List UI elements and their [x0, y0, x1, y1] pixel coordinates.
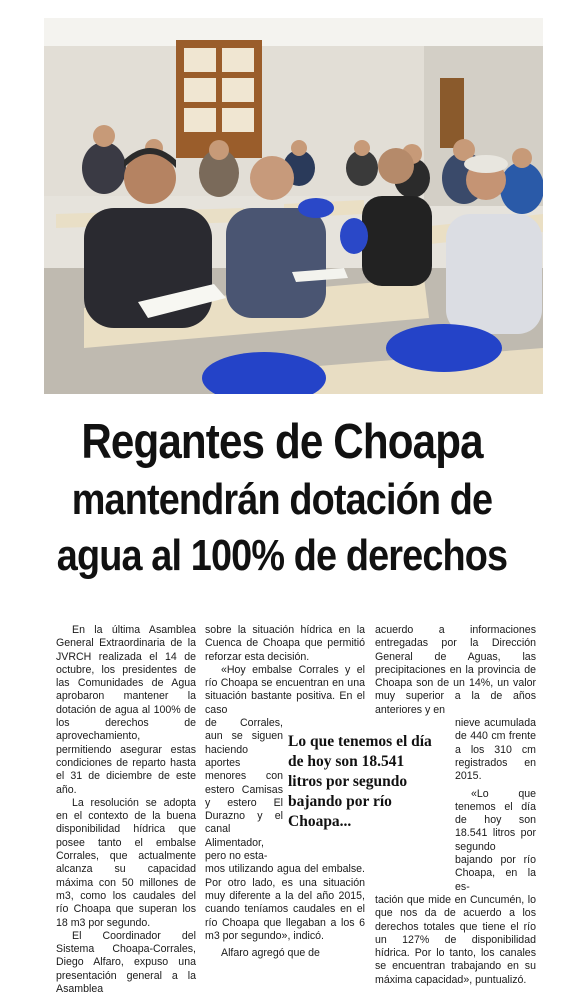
headline-line-3: agua al 100% de derechos — [56, 531, 508, 580]
meeting-photo-illustration — [44, 18, 543, 394]
paragraph: «Lo que tenemos el día de hoy son 18.541 litros por segundo bajando por río Choapa, en la es- — [455, 787, 536, 893]
paragraph: En la última Asamblea General Extraordinaria de la JVRCH realizada el 14 de octubre, los presidentes de las Comunidades de Agua aprobaron mantener la dotación de agua al 100% de los derechos de aprovechamiento, permitiendo asegurar estas condiciones de reparto hasta el 31 de diciembre de este año. — [56, 624, 196, 796]
paragraph: «Hoy embalse Corrales y el río Choapa se encuentran en una situación bastante positiva. En el caso — [205, 663, 365, 716]
article-column-1 — [56, 624, 196, 996]
headline-line-2: mantendrán dotación de — [71, 475, 493, 524]
paragraph: mos utilizando agua del embalse. Por otro lado, es una situación muy diferente a la del año 2015, cuando teníamos caudales en el río Choapa que llegaban a los 6 m3 por segundo», indicó. — [205, 863, 365, 942]
paragraph: de Corrales, aun se siguen haciendo aportes menores con estero Camisas y estero El Durazno y el canal Alimentador, pero no esta- — [205, 717, 283, 863]
headline — [0, 412, 564, 584]
headline-line-1: Regantes de Choapa — [81, 415, 483, 469]
pull-quote: Lo que tenemos el día de hoy son 18.541 litros por segundo bajando por río Choapa... — [286, 728, 436, 836]
meeting-photo — [44, 18, 543, 394]
paragraph: nieve acumulada de 440 cm frente a los 310 cm registrados en 2015. — [455, 717, 536, 783]
paragraph: acuerdo a informaciones entregadas por la Dirección General de Aguas, las precipitaciones en la provincia de Choapa son de un 14%, un valor muy superior a la de años anteriores y en — [375, 624, 536, 716]
paragraph: La resolución se adopta en el contexto de la buena disponibilidad hídrica que posee tanto el embalse Corrales, que actualmente alcanza su capacidad máxima con 50 millones de m3, como los caudales del río Choapa que superan los 18 m3 por segundo. — [56, 796, 196, 929]
paragraph: sobre la situación hídrica en la Cuenca de Choapa que permitió reforzar esta decisión. — [205, 624, 365, 663]
paragraph: El Coordinador del Sistema Choapa-Corrales, Diego Alfaro, expuso una presentación general a la Asamblea — [56, 929, 196, 996]
paragraph: tación que mide en Cuncumén, lo que nos da de acuerdo a los derechos totales que tiene el río un 127% de disponibilidad hídrica. Por lo tanto, los canales se encuentran trabajando en su máxima capacidad», puntualizó. — [375, 893, 536, 986]
article-column-3 — [375, 624, 536, 987]
paragraph: Alfaro agregó que de — [221, 947, 320, 960]
